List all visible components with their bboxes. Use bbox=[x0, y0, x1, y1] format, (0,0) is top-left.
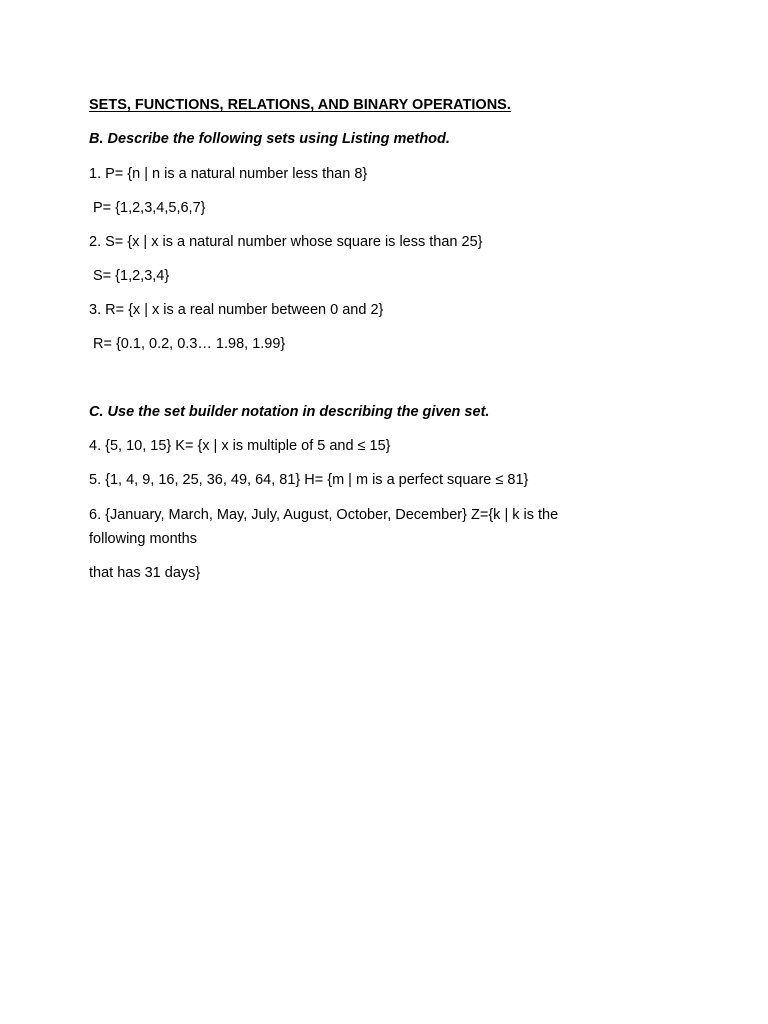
item-2-question: 2. S= {x | x is a natural number whose square is less than 25} bbox=[89, 234, 483, 250]
item-6-line-2: following months bbox=[89, 531, 197, 547]
item-1-question: 1. P= {n | n is a natural number less than 8} bbox=[89, 166, 368, 182]
section-b-heading: B. Describe the following sets using Listing method. bbox=[89, 131, 450, 147]
document-title: SETS, FUNCTIONS, RELATIONS, AND BINARY OPERATIONS. bbox=[89, 97, 511, 113]
item-5-line: 5. {1, 4, 9, 16, 25, 36, 49, 64, 81} H= {m | m is a perfect square ≤ 81} bbox=[89, 472, 529, 488]
item-1-answer: P= {1,2,3,4,5,6,7} bbox=[93, 200, 206, 216]
item-6-line-3: that has 31 days} bbox=[89, 565, 201, 581]
section-c-heading: C. Use the set builder notation in describing the given set. bbox=[89, 404, 490, 420]
item-4-line: 4. {5, 10, 15} K= {x | x is multiple of 5 and ≤ 15} bbox=[89, 438, 391, 454]
item-2-answer: S= {1,2,3,4} bbox=[93, 268, 170, 284]
item-3-question: 3. R= {x | x is a real number between 0 and 2} bbox=[89, 302, 384, 318]
item-6-line-1: 6. {January, March, May, July, August, October, December} Z={k | k is the bbox=[89, 507, 559, 523]
item-3-answer: R= {0.1, 0.2, 0.3… 1.98, 1.99} bbox=[93, 336, 286, 352]
